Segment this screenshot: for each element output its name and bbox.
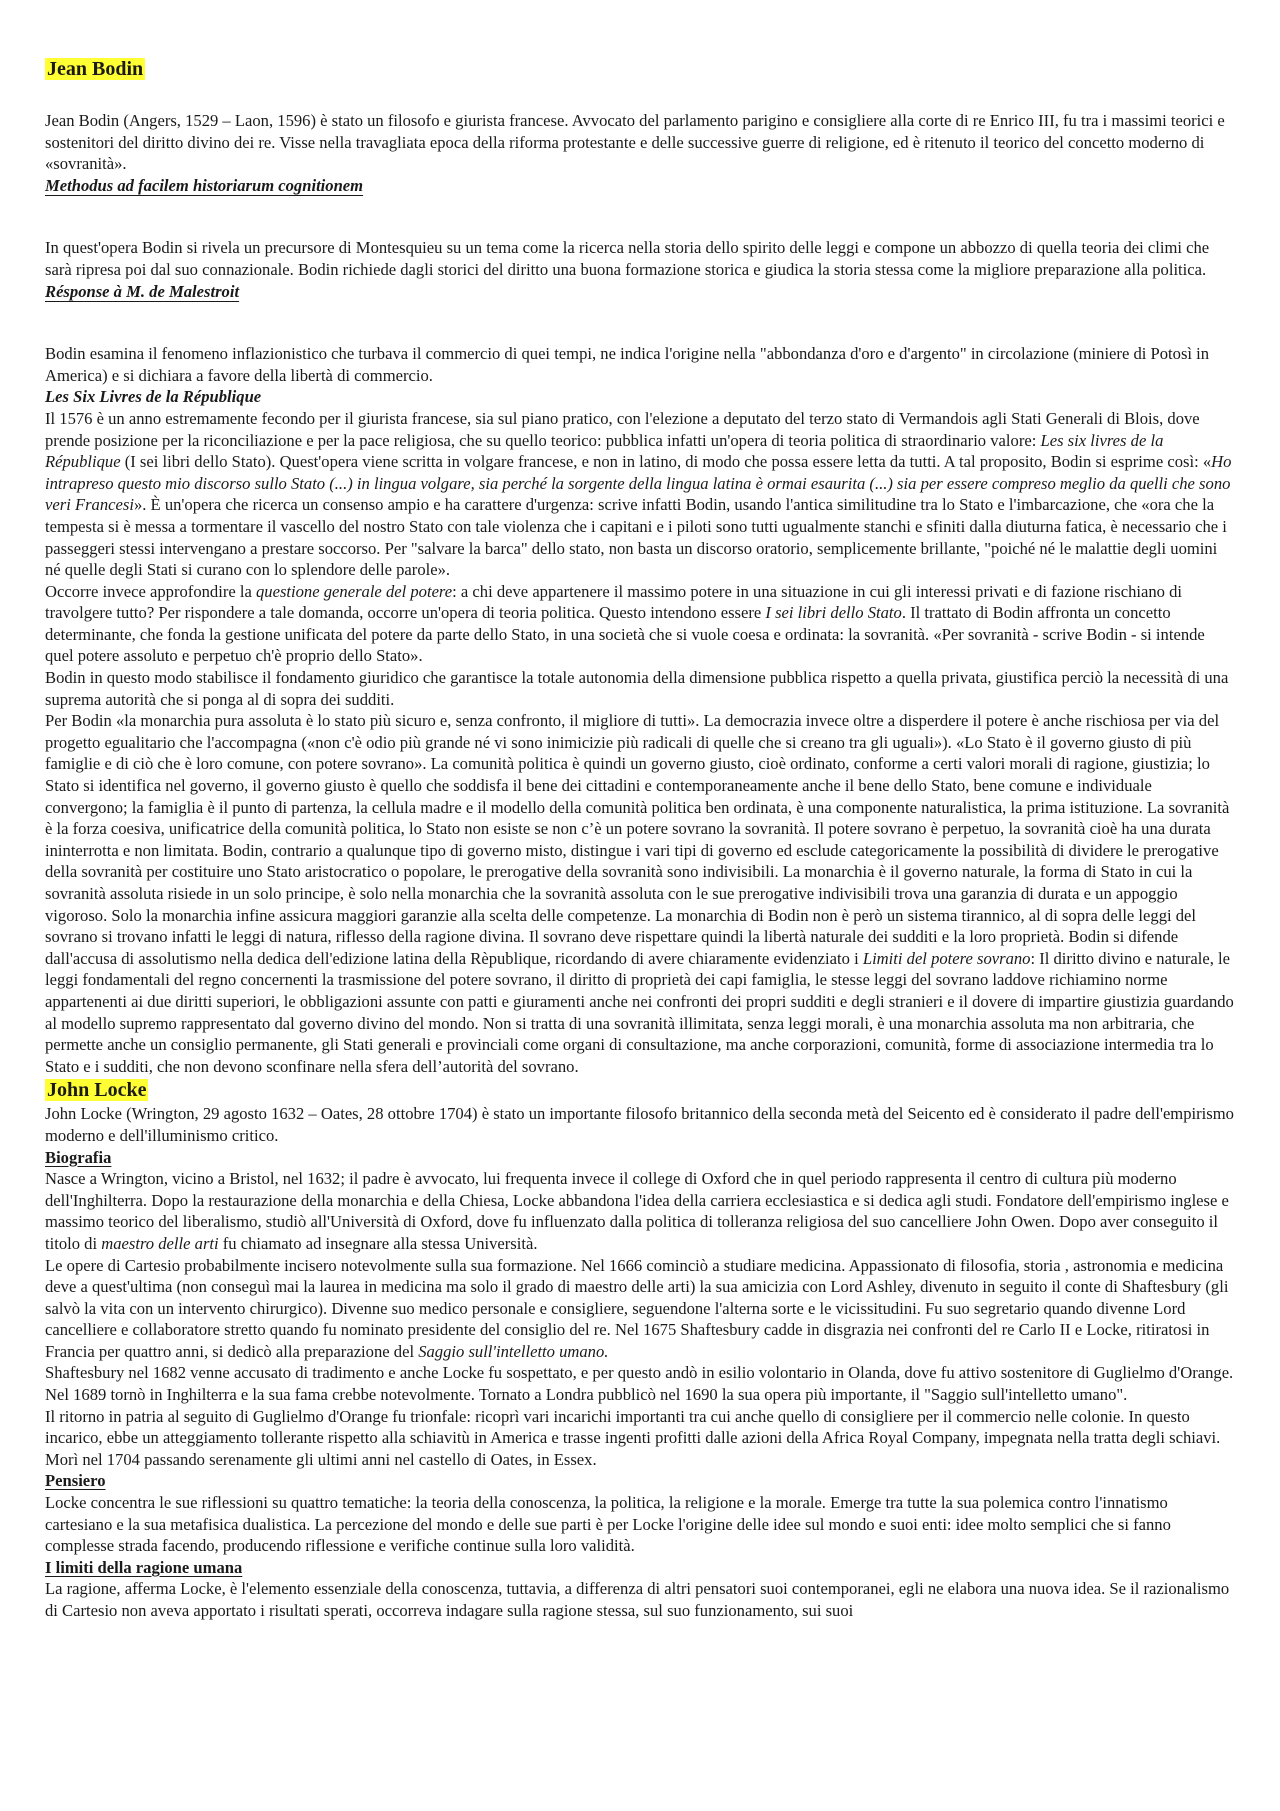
document-body: [45, 56, 1235, 1622]
six-livres-paragraph-4: [45, 710, 1235, 1077]
six-livres-paragraph-2: [45, 581, 1235, 667]
methodus-heading-line: [45, 175, 1235, 197]
text-run: . Il trattato di Bodin affronta un concetto determinante, che fonda la gestione unificata del potere da parte dello Stato, in una società che si vuole coesa e ordinata: la sovranità. «Per sovranità - scrive Bodin - si intende quel potere assoluto e perpetuo ch'è proprio dello Stato».: [45, 603, 1205, 666]
locke-intro: John Locke (Wrington, 29 agosto 1632 – Oates, 28 ottobre 1704) è stato un importante filosofo britannico della seconda metà del Seicento ed è considerato il padre dell'empirismo moderno e dell'illuminismo critico.: [45, 1104, 1234, 1145]
text-run: Le opere di Cartesio probabilmente incisero notevolmente sulla sua formazione. Nel 1666 cominciò a studiare medicina. Appassionato di filosofia, storia , astronomia e medicina deve a quest'ultima (non conseguì mai la laurea in medicina ma solo il grado di maestro delle arti) la sua amicizia con Lord Ashley, divenuto in seguito il conte di Shaftesbury (gli salvò la vita con un intervento chirurgico). Divenne suo medico personale e consigliere, seguendone l'alterna sorte e le vicissitudini. Fu suo segretario quando divenne Lord cancelliere e collaboratore stretto quando fu nominato presidente del consiglio del re. Nel 1675 Shaftesbury cadde in disgrazia nei confronti del re Carlo II e Locke, ritiratosi in Francia per quattro anni, si dedicò alla preparazione del: [45, 1255, 1229, 1361]
text-run: Occorre invece approfondire la: [45, 581, 256, 601]
italic-title: Limiti del potere sovrano: [862, 948, 1031, 968]
methodus-heading: Methodus ad facilem historiarum cognitionem: [45, 175, 364, 195]
reponse-heading-line: [45, 281, 1235, 303]
bodin-intro: Jean Bodin (Angers, 1529 – Laon, 1596) è stato un filosofo e giurista francese. Avvocato del parlamento parigino e consigliere alla corte di re Enrico III, fu tra i massimi teorici e sostenitori del diritto divino dei re. Visse nella travagliata epoca della riforma protestante e delle successive guerre di religione, ed è ritenuto il teorico del concetto moderno di «sovranità».: [45, 111, 1225, 174]
pensiero-text: Locke concentra le sue riflessioni su quattro tematiche: la teoria della conoscenza, la politica, la religione e la morale. Emerge tra tutte la sua polemica contro l'innatismo cartesiano e la sua metafisica dualistica. La percezione del mondo e delle sue parti è per Locke l'origine delle idee sul mondo e suoi enti: idee molto semplici che si fanno complesse strada facendo, producendo riflessione e verifiche continue sulla loro validità.: [45, 1493, 1171, 1556]
limiti-heading-line: [45, 1557, 1235, 1579]
biografia-paragraph-3: Shaftesbury nel 1682 venne accusato di tradimento e anche Locke fu sospettato, e per questo andò in esilio volontario in Olanda, dove fu attivo sostenitore di Guglielmo d'Orange. Nel 1689 tornò in Inghilterra e la sua fama crebbe notevolmente. Tornato a Londra pubblicò nel 1690 la sua opera più importante, il "Saggio sull'intelletto umano".: [45, 1363, 1234, 1405]
text-run: : a chi deve appartenere il massimo potere in una situazione in cui gli interessi privati e di fazione rischiano di travolgere tutto? Per rispondere a tale domanda, occorre un'opera di teoria politica. Questo intendono essere: [45, 581, 1183, 623]
biografia-paragraph-2: [45, 1255, 1235, 1363]
text-run: : Il diritto divino e naturale, le leggi fondamentali del regno concernenti la trasmissione del potere sovrano, il diritto di proprietà dei capi famiglia, le stesse leggi del sovrano laddove richiamino norme appartenenti ai due diritti superiori, le obbligazioni assunte con patti e giuramenti anche nei confronti dei propri sudditi e degli stranieri e il dovere di impartire giustizia guardando al modello supremo rappresentato dal governo divino del mondo. Non si tratta di una sovranità illimitata, senza leggi morali, è una monarchia assoluta ma non arbitraria, che permette anche un consiglio permanente, gli Stati generali e provinciali come organi di consultazione, ma anche corporazioni, comunità, forme di associazione intermedia tra lo Stato e i sudditi, che non devono sconfinare nella sfera dell’autorità del sovrano.: [45, 948, 1234, 1076]
text-run: Il 1576 è un anno estremamente fecondo per il giurista francese, sia sul piano pratico, con l'elezione a deputato del terzo stato di Vermandois agli Stati Generali di Blois, dove prende posizione per la riconciliazione e per la pace religiosa, che su quello teorico: pubblica infatti un'opera di teoria politica di straordinario valore:: [45, 408, 1200, 450]
text-run: ». È un'opera che ricerca un consenso ampio e ha carattere d'urgenza: scrive infatti Bodin, usando l'antica similitudine tra lo Stato e l'imbarcazione, che «ora che la tempesta si è messa a tormentare il vascello del nostro Stato con tale violenza che i capitani e i piloti sono tutti ugualmente stanchi e sfiniti dalla diuturna fatica, è necessario che i passeggeri stessi intervengano a prestare soccorso. Per "salvare la barca" dello stato, non basta un discorso oratorio, semplicemente brillante, "poiché né le malattie degli uomini né quelle degli Stati si curano con lo splendore delle parole».: [45, 495, 1227, 580]
text-run: Per Bodin «la monarchia pura assoluta è lo stato più sicuro e, senza confronto, il migliore di tutti». La democrazia invece oltre a disperdere il potere è anche rischiosa per via del progetto egualitario che l'accompagna («non c'è odio più grande né vi sono inimicizie più radicali di quelle che si creano tra gli uguali»). «Lo Stato è il governo giusto di più famiglie e di ciò che è loro comune, con potere sovrano». La comunità politica è quindi un governo giusto, cioè ordinato, conforme a certi valori morali di ragione, giustizia; lo Stato si identifica nel governo, il governo giusto è quello che soddisfa il bene dei cittadini e contemporaneamente anche il bene dello Stato, bene comune e individuale convergono; la famiglia è il punto di partenza, la cellula madre e il modello della comunità politica ben ordinata, è una componente naturalistica, la prima istituzione. La sovranità è la forza coesiva, unificatrice della comunità politica, lo Stato non esiste se non c’è un potere sovrano la sovranità. Il potere sovrano è perpetuo, la sovranità cioè ha una durata ininterrotta e non limitata. Bodin, contrario a qualunque tipo di governo misto, distingue i vari tipi di governo ed esclude categoricamente la possibilità di dividere le prerogative della sovranità per costituire uno Stato aristocratico o popolare, le prerogative della sovranità sono indivisibili. La monarchia è il governo naturale, la forma di Stato in cui la sovranità assoluta risiede in un solo principe, è solo nella monarchia che la sovranità assoluta con le sue prerogative indivisibili trova una garanzia di durata e un appoggio vigoroso. Solo la monarchia infine assicura maggiori garanzie alla scelta delle competenze. La monarchia di Bodin non è però un sistema tirannico, al di sopra delle leggi del sovrano si trovano infatti le leggi di natura, riflesso della ragione divina. Il sovrano deve rispettare quindi la libertà naturale dei sudditi e la loro proprietà. Bodin si difende dall'accusa di assolutismo nella dedica dell'edizione latina della Rèpublique, ricordando di avere chiaramente evidenziato i: [45, 711, 1230, 968]
italic-quote: Ho intrapreso questo mio discorso sullo Stato (...) in lingua volgare, sia perché la sorgente della lingua latina è ormai esaurita (...) sia per essere compreso meglio da quelli che sono veri Francesi: [45, 452, 1232, 515]
six-livres-paragraph-1: [45, 408, 1235, 581]
italic-title: Saggio sull'intelletto umano.: [418, 1341, 609, 1361]
limiti-text: La ragione, afferma Locke, è l'elemento essenziale della conoscenza, tuttavia, a differenza di altri pensatori suoi contemporanei, egli ne elabora una nuova idea. Se il razionalismo di Cartesio non aveva apportato i risultati sperati, occorreva indagare sulla ragione stessa, sul suo funzionamento, sui suoi: [45, 1579, 1230, 1620]
methodus-text: In quest'opera Bodin si rivela un precursore di Montesquieu su un tema come la ricerca nella storia dello spirito delle leggi e compone un abbozzo di quella teoria dei climi che sarà ripresa poi dal suo connazionale. Bodin richiede dagli storici del diritto una buona formazione storica e giudica la storia stessa come la migliore preparazione alla politica.: [45, 238, 1210, 279]
section-heading-locke: [45, 1077, 1235, 1103]
italic-phrase: maestro delle arti: [101, 1233, 219, 1253]
limiti-heading: I limiti della ragione umana: [45, 1557, 243, 1577]
six-livres-heading-line: [45, 386, 1235, 408]
text-run: fu chiamato ad insegnare alla stessa Università.: [218, 1233, 538, 1253]
pensiero-heading-line: [45, 1470, 1235, 1492]
italic-phrase: questione generale del potere: [256, 581, 453, 601]
six-livres-heading: Les Six Livres de la République: [45, 387, 262, 407]
pensiero-heading: Pensiero: [45, 1471, 106, 1491]
biografia-paragraph-4: Il ritorno in patria al seguito di Guglielmo d'Orange fu trionfale: ricoprì vari incarichi importanti tra cui anche quello di consigliere per il commercio nelle colonie. In questo incarico, ebbe un atteggiamento tollerante rispetto alla schiavitù in America e trasse ingenti profitti dalle azioni della Africa Royal Company, impegnata nella tratta degli schiavi. Morì nel 1704 passando serenamente gli ultimi anni nel castello di Oates, in Essex.: [45, 1406, 1221, 1469]
reponse-text: Bodin esamina il fenomeno inflazionistico che turbava il commercio di quei tempi, ne indica l'origine nella "abbondanza d'oro e d'argento" in circolazione (miniere di Potosì in America) e si dichiara a favore della libertà di commercio.: [45, 344, 1210, 385]
bodin-title: Jean Bodin: [47, 58, 144, 80]
reponse-heading: Résponse à M. de Malestroit: [45, 281, 240, 301]
biografia-heading-line: [45, 1147, 1235, 1169]
text-run: Nasce a Wrington, vicino a Bristol, nel 1632; il padre è avvocato, lui frequenta invece il college di Oxford che in quel periodo rappresenta il centro di cultura più moderno dell'Inghilterra. Dopo la restaurazione della monarchia e della Chiesa, Locke abbandona l'idea della carriera ecclesiastica e si dedica agli studi. Fondatore dell'empirismo inglese e massimo teorico del liberalismo, studiò all'Università di Oxford, dove fu influenzato dalla politica di tolleranza religiosa del suo cancelliere John Owen. Dopo aver conseguito il titolo di: [45, 1169, 1229, 1253]
biografia-paragraph-1: [45, 1168, 1235, 1254]
section-heading-bodin: [45, 56, 1235, 82]
six-livres-paragraph-3: Bodin in questo modo stabilisce il fondamento giuridico che garantisce la totale autonomia della dimensione pubblica rispetto a quella privata, giustifica perciò la necessità di una suprema autorità che si ponga al di sopra dei sudditi.: [45, 668, 1229, 709]
biografia-heading: Biografia: [45, 1147, 112, 1167]
italic-title: I sei libri dello Stato: [765, 603, 902, 623]
text-run: (I sei libri dello Stato). Quest'opera viene scritta in volgare francese, e non in latino, di modo che possa essere letta da tutti. A tal proposito, Bodin si esprime così: «: [120, 452, 1212, 472]
locke-title: John Locke: [47, 1079, 147, 1102]
italic-title: Les six livres de la République: [45, 430, 1164, 472]
